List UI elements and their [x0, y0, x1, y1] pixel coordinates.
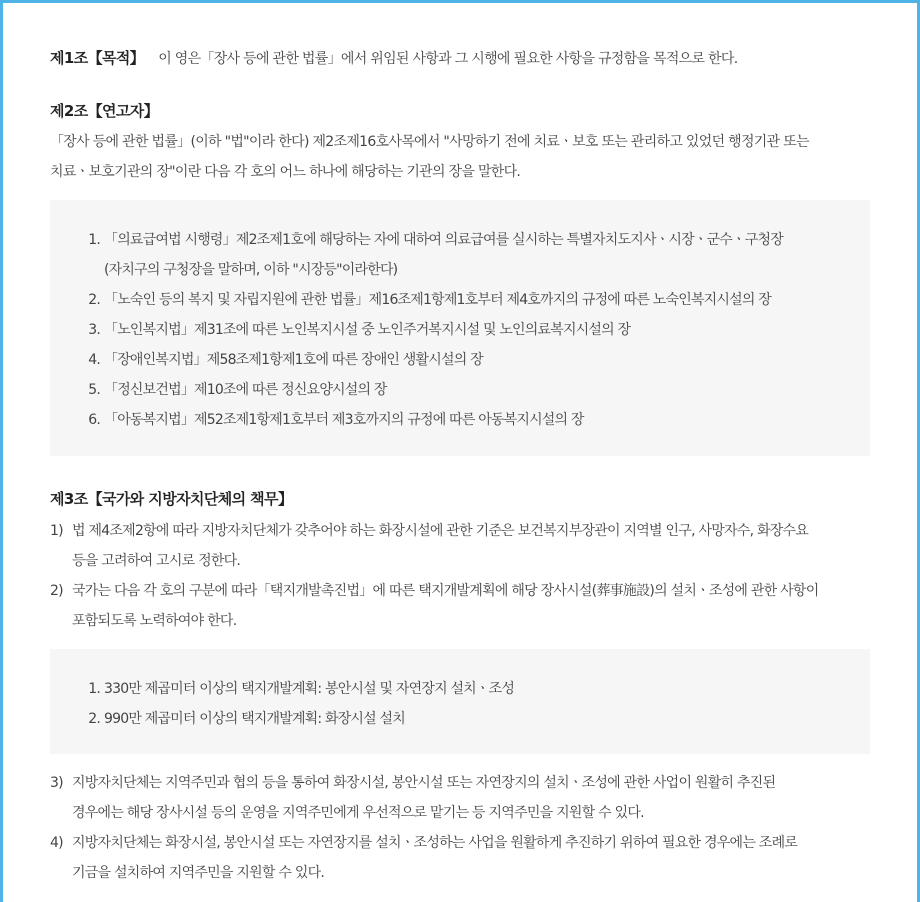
article-3-title: 제3조【국가와 지방자치단체의 책무】	[50, 490, 293, 508]
list-item: 4. 「장애인복지법」제58조제1항제1호에 따른 장애인 생활시설의 장	[88, 352, 483, 368]
paragraph-line: 등을 고려하여 고시로 정한다.	[72, 553, 241, 569]
list-item: 5. 「정신보건법」제10조에 따른 정신요양시설의 장	[88, 382, 387, 398]
paragraph-line: 지방자치단체는 화장시설, 봉안시설 또는 자연장지를 설치ㆍ조성하는 사업을 원활하게 추진하기 위하여 필요한 경우에는 조례로	[72, 835, 798, 851]
article-1-title: 제1조【목적】	[50, 49, 145, 67]
paragraph-number: 2)	[50, 583, 63, 599]
paragraph-line: 법 제4조제2항에 따라 지방자치단체가 갖추어야 하는 화장시설에 관한 기준은 보건복지부장관이 지역별 인구, 사망자수, 화장수요	[72, 523, 809, 539]
list-item-continuation: (자치구의 구청장을 말하며, 이하 "시장등"이라한다)	[104, 262, 398, 278]
article-2-list-box	[50, 200, 870, 456]
article-2-text-line-1: 「장사 등에 관한 법률」(이하 "법"이라 한다) 제2조제16호사목에서 "사망하기 전에 치료ㆍ보호 또는 관리하고 있었던 행정기관 또는	[50, 134, 809, 150]
article-2-text-line-2: 치료ㆍ보호기관의 장"이란 다음 각 호의 어느 하나에 해당하는 기관의 장을 말한다.	[50, 164, 521, 180]
paragraph-number: 3)	[50, 775, 63, 791]
article-3-list-box	[50, 649, 870, 754]
article-1-text: 이 영은「장사 등에 관한 법률」에서 위임된 사항과 그 시행에 필요한 사항을 규정함을 목적으로 한다.	[158, 51, 738, 67]
paragraph-line: 국가는 다음 각 호의 구분에 따라「택지개발촉진법」에 따른 택지개발계획에 해당 장사시설(葬事施設)의 설치ㆍ조성에 관한 사항이	[72, 583, 819, 599]
paragraph-number: 4)	[50, 835, 63, 851]
list-item: 6. 「아동복지법」제52조제1항제1호부터 제3호까지의 규정에 따른 아동복지시설의 장	[88, 412, 584, 428]
list-item: 3. 「노인복지법」제31조에 따른 노인복지시설 중 노인주거복지시설 및 노인의료복지시설의 장	[88, 322, 631, 338]
article-1	[50, 47, 737, 68]
paragraph-line: 경우에는 해당 장사시설 등의 운영을 지역주민에게 우선적으로 맡기는 등 지역주민을 지원할 수 있다.	[72, 805, 644, 821]
list-item: 1. 「의료급여법 시행령」제2조제1호에 해당하는 자에 대하여 의료급여를 실시하는 특별자치도지사ㆍ시장ㆍ군수ㆍ구청장	[88, 232, 783, 248]
paragraph-number: 1)	[50, 523, 63, 539]
paragraph-line: 지방자치단체는 지역주민과 협의 등을 통하여 화장시설, 봉안시설 또는 자연장지의 설치ㆍ조성에 관한 사업이 원활히 추진된	[72, 775, 776, 791]
list-item: 2. 「노숙인 등의 복지 및 자립지원에 관한 법률」제16조제1항제1호부터 제4호까지의 규정에 따른 노숙인복지시설의 장	[88, 292, 771, 308]
paragraph-line: 기금을 설치하여 지역주민을 지원할 수 있다.	[72, 865, 325, 881]
article-2-title: 제2조【연고자】	[50, 102, 159, 120]
paragraph-line: 포함되도록 노력하여야 한다.	[72, 613, 237, 629]
list-item: 1. 330만 제곱미터 이상의 택지개발계획: 봉안시설 및 자연장지 설치ㆍ조성	[88, 681, 515, 697]
list-item: 2. 990만 제곱미터 이상의 택지개발계획: 화장시설 설치	[88, 711, 405, 727]
